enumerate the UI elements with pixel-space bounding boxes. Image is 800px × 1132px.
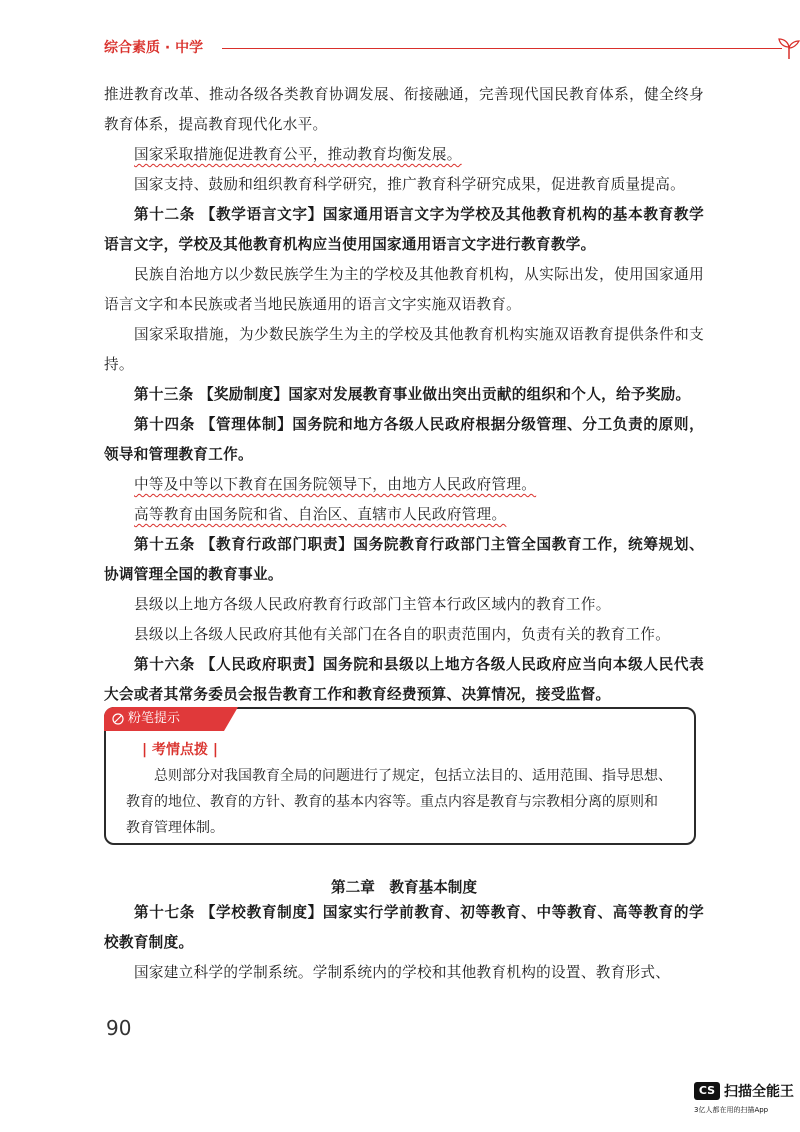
header-rule [222, 48, 782, 49]
paragraph: 县级以上各级人民政府其他有关部门在各自的职责范围内，负责有关的教育工作。 [134, 626, 671, 643]
chalk-icon [112, 713, 124, 725]
paragraph: 高等教育由国务院和省、自治区、直辖市人民政府管理。 [134, 506, 507, 523]
tip-text [126, 763, 678, 841]
scanner-watermark [694, 1078, 794, 1118]
tip-line: 教育的地位、教育的方针、教育的基本内容等。重点内容是教育与宗教相分离的原则和 [126, 794, 658, 810]
tip-tab [104, 707, 224, 731]
paragraph: 国家采取措施，为少数民族学生为主的学校及其他教育机构实施双语教育提供条件和支持。 [104, 326, 704, 373]
tip-box [104, 707, 696, 845]
scanner-logo-icon: CS [694, 1082, 720, 1100]
scanner-name: 扫描全能王 [724, 1084, 794, 1100]
chapter-body [104, 898, 704, 988]
tip-line: 总则部分对我国教育全局的问题进行了规定，包括立法目的、适用范围、指导思想、 [154, 768, 672, 784]
sprout-icon [776, 38, 800, 60]
article-body [104, 80, 704, 710]
paragraph: 国家采取措施促进教育公平，推动教育均衡发展。 [134, 146, 462, 163]
paragraph: 中等及中等以下教育在国务院领导下，由地方人民政府管理。 [134, 476, 537, 493]
paragraph: 民族自治地方以少数民族学生为主的学校及其他教育机构，从实际出发，使用国家通用语言文字和本民族或者当地民族通用的语言文字实施双语教育。 [104, 266, 704, 313]
article-17: 第十七条 【学校教育制度】国家实行学前教育、初等教育、中等教育、高等教育的学校教育制度。 [104, 904, 704, 951]
article-15: 第十五条 【教育行政部门职责】国务院教育行政部门主管全国教育工作，统筹规划、协调管理全国的教育事业。 [104, 536, 704, 583]
header-title: 综合素质 · 中学 [104, 40, 204, 56]
article-12: 第十二条 【教学语言文字】国家通用语言文字为学校及其他教育机构的基本教育教学语言文字，学校及其他教育机构应当使用国家通用语言文字进行教育教学。 [104, 206, 704, 253]
article-13: 第十三条 【奖励制度】国家对发展教育事业做出突出贡献的组织和个人，给予奖励。 [134, 386, 691, 403]
paragraph: 县级以上地方各级人民政府教育行政部门主管本行政区域内的教育工作。 [134, 596, 611, 613]
tip-tab-label: 粉笔提示 [128, 711, 181, 726]
paragraph: 国家建立科学的学制系统。学制系统内的学校和其他教育机构的设置、教育形式、 [134, 964, 671, 981]
page-number: 90 [106, 1016, 132, 1040]
page-header [104, 38, 704, 62]
article-16: 第十六条 【人民政府职责】国务院和县级以上地方各级人民政府应当向本级人民代表大会或者其常务委员会报告教育工作和教育经费预算、决算情况，接受监督。 [104, 656, 704, 703]
chapter-title: 第二章 教育基本制度 [331, 879, 477, 896]
article-14: 第十四条 【管理体制】国务院和地方各级人民政府根据分级管理、分工负责的原则，领导和管理教育工作。 [104, 416, 704, 463]
scanner-subtitle: 3亿人都在用的扫描App [694, 1106, 769, 1114]
tip-line: 教育管理体制。 [126, 820, 224, 836]
paragraph: 推进教育改革、推动各级各类教育协调发展、衔接融通，完善现代国民教育体系，健全终身教育体系，提高教育现代化水平。 [104, 86, 704, 133]
paragraph: 国家支持、鼓励和组织教育科学研究，推广教育科学研究成果，促进教育质量提高。 [134, 176, 686, 193]
tip-heading: | 考情点拨 | [142, 742, 218, 758]
